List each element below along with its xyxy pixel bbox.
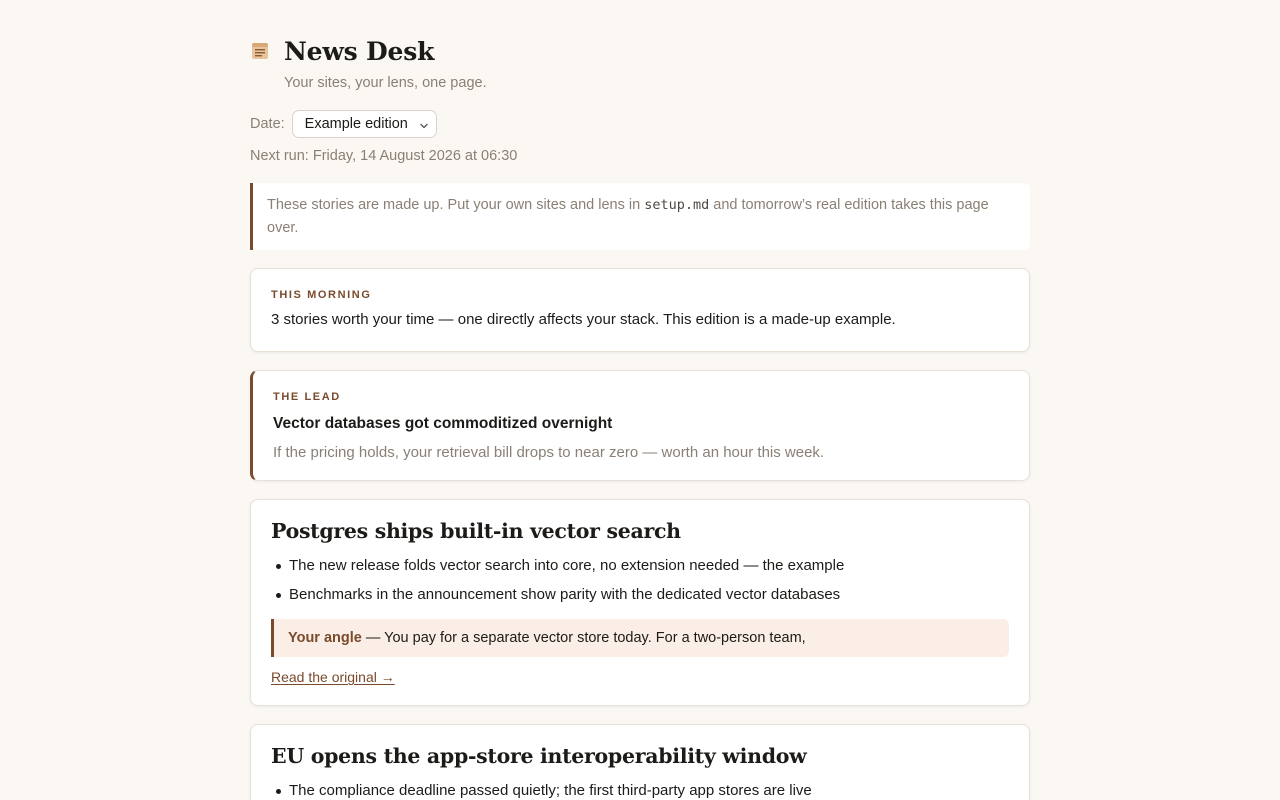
story-card	[250, 724, 1030, 800]
date-row	[250, 109, 1030, 139]
example-notice	[250, 183, 1030, 250]
masthead	[250, 36, 1030, 66]
app-title: News Desk	[284, 36, 435, 66]
tagline: Your sites, your lens, one page.	[284, 75, 487, 91]
lead-dek: If the pricing holds, your retrieval bill drops to near zero — worth an hour this week.	[273, 444, 825, 461]
angle-text: — You pay for a separate vector store today. For a two-person team,	[361, 630, 806, 646]
lead-headline[interactable]: Vector databases got commoditized overnight	[273, 415, 613, 432]
summary-card	[250, 268, 1030, 352]
summary-text: 3 stories worth your time — one directly affects your stack. This edition is a made-up example.	[271, 311, 896, 328]
notice-text-before: These stories are made up. Put your own sites and lens in	[267, 197, 645, 213]
next-run-text: Next run: Friday, 14 August 2026 at 06:30	[250, 148, 518, 164]
notice-code: setup.md	[644, 197, 710, 213]
chevron-down-icon	[419, 119, 429, 129]
date-select-value: Example edition	[304, 116, 408, 132]
angle-label: Your angle	[288, 630, 362, 646]
date-label: Date:	[250, 116, 285, 132]
story-bullets	[271, 776, 1009, 800]
lead-kicker: THE LEAD	[273, 391, 341, 403]
lead-card[interactable]	[250, 370, 1030, 481]
your-angle-box	[271, 619, 1009, 657]
story-card	[250, 499, 1030, 706]
news-desk-page	[250, 0, 1030, 800]
date-select[interactable]	[292, 110, 437, 138]
notice-text-after: and tomorrow’s real edition takes this page over.	[267, 197, 989, 236]
read-original-link[interactable]: Read the original →	[271, 669, 395, 685]
story-bullet: Benchmarks in the announcement show parity with the dedicated vector databases	[271, 580, 1009, 609]
story-bullets	[271, 551, 1009, 609]
newspaper-icon	[250, 41, 270, 61]
story-bullet: The new release folds vector search into core, no extension needed — the example	[271, 551, 1009, 580]
story-bullet: The compliance deadline passed quietly; the first third-party app stores are live	[271, 776, 1009, 800]
summary-kicker: THIS MORNING	[271, 289, 372, 301]
story-headline: EU opens the app-store interoperability window	[271, 744, 807, 768]
story-headline: Postgres ships built-in vector search	[271, 519, 681, 543]
